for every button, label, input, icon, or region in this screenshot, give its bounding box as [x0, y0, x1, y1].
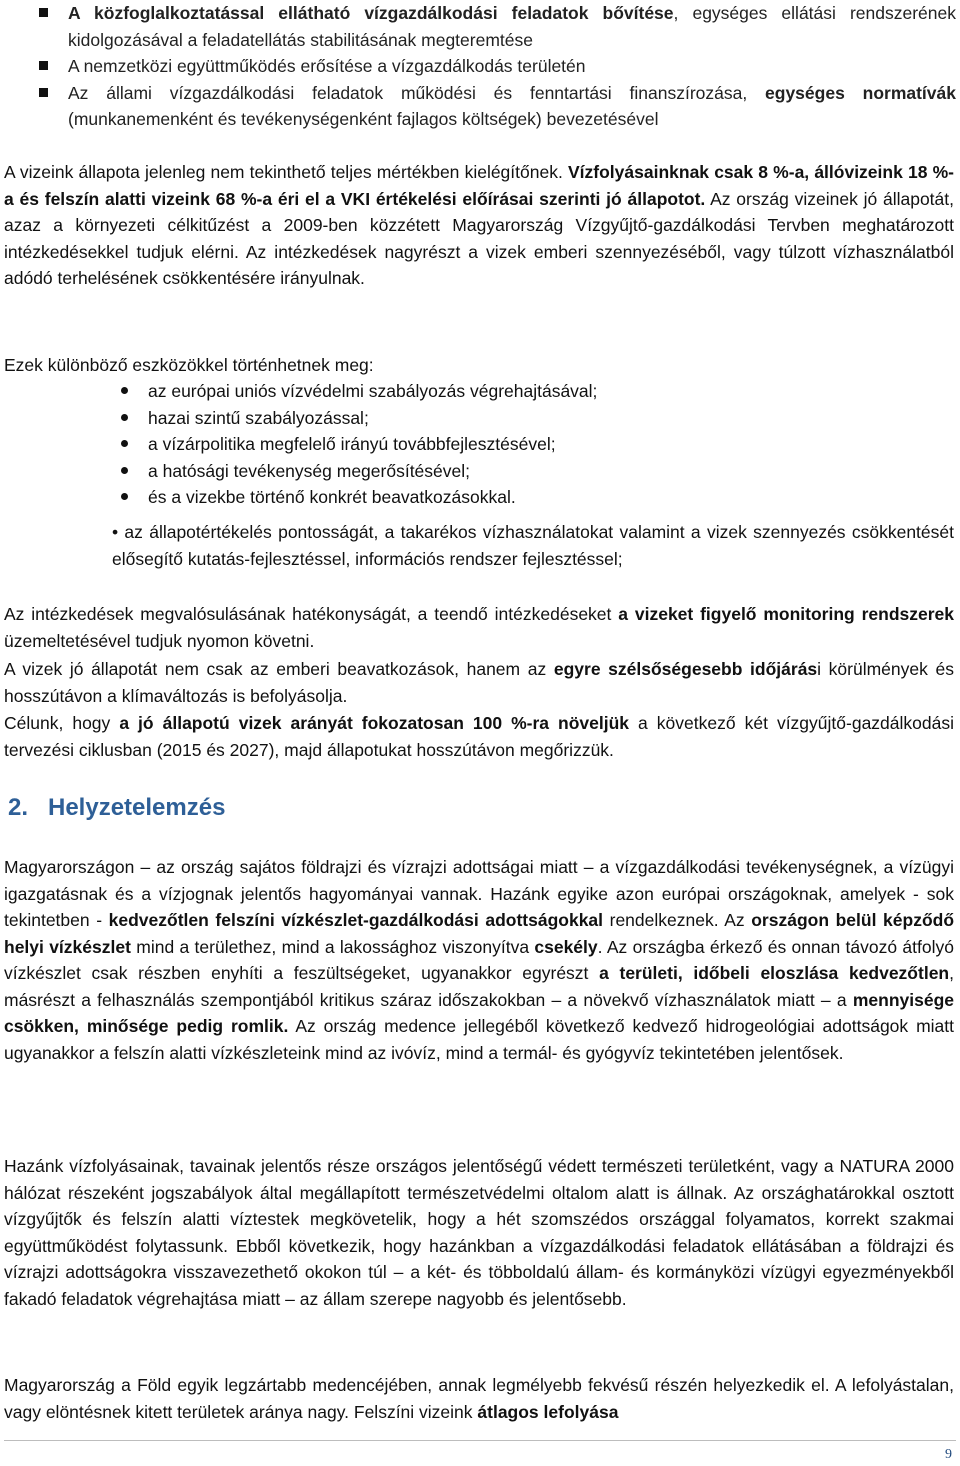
paragraph-basin — [4, 1372, 954, 1425]
bold-run: mennyisége csökken, minősége pedig romlik. — [4, 989, 954, 1036]
text-run: Magyarországon – az ország sajátos földrajzi és vízrajzi adottságai miatt – a vízgazdálkodási tevékenységnek, a vízügyi igazgatásnak és a vízjognak jelentős hagyományai vannak. Hazánk egyike azon európai országoknak, amelyek - sok tekintetben - — [4, 857, 954, 930]
tools-intro — [4, 352, 954, 379]
list-item — [4, 458, 954, 485]
round-bullet-icon — [121, 467, 128, 474]
list-item — [4, 80, 956, 133]
section-heading — [8, 794, 225, 822]
list-item-text: és a vizekbe történő konkrét beavatkozásokkal. — [148, 487, 516, 507]
list-item-bold: egységes normatívák — [765, 82, 956, 103]
page-number: 9 — [945, 1447, 952, 1462]
text-run: A vizek jó állapotát nem csak az emberi beavatkozások, hanem az — [4, 659, 554, 679]
tools-intro-text: Ezek különböző eszközökkel történhetnek meg: — [4, 355, 374, 375]
list-item-text: Az állami vízgazdálkodási feladatok működési és fenntartási finanszírozása, — [68, 82, 766, 103]
paragraph-climate — [4, 656, 954, 709]
text-run: , másrészt a felhasználás szempontjából kritikus száraz időszakokban – a növekvő vízhasználatok miatt – a — [4, 963, 954, 1010]
bold-run: országon belül képződő helyi vízkészlet — [4, 910, 955, 957]
list-item — [4, 484, 954, 511]
list-item — [4, 431, 954, 458]
text-run: i körülmények és hosszútávon a klímaváltozás is befolyásolja. — [4, 659, 954, 706]
text-run: a következő két vízgyűjtő-gazdálkodási tervezési ciklusban (2015 és 2027), majd állapotukat hosszútávon megőrizzük. — [4, 713, 954, 760]
list-item — [4, 405, 954, 432]
text-run: Az intézkedések megvalósulásának hatékonyságát, a teendő intézkedéseket — [4, 604, 619, 624]
bold-run: a területi, időbeli eloszlása kedvezőtlen — [599, 963, 950, 983]
list-item — [4, 378, 954, 405]
square-bullet-icon — [39, 61, 48, 70]
text-run: mind a területhez, mind a lakossághoz viszonyítva — [130, 936, 535, 957]
list-item-text: (munkanemenként és tevékenységenként fajlagos költségek) bevezetésével — [68, 109, 659, 129]
list-item-text: , egységes ellátási rendszerének kidolgozásával a feladatellátás stabilitásának megteremtése — [68, 3, 957, 50]
tools-extra-text: • az állapotértékelés pontosságát, a takarékos vízhasználatokat valamint a vizek szennyezés csökkentését elősegítő kutatás-fejlesztéssel, információs rendszer fejlesztéssel; — [112, 522, 954, 569]
bold-run: egyre szélsőségesebb időjárás — [553, 659, 818, 679]
bold-run: átlagos lefolyása — [477, 1401, 619, 1422]
round-bullet-icon — [121, 387, 128, 394]
round-bullet-icon — [121, 414, 128, 421]
text-run: Az ország medence jellegéből következő kedvező hidrogeológiai adottságok miatt ugyanakkor a felszín alatti vízkészleteink mind az ivóvíz, mind a termál- és gyógyvíz tekintetében jelentősek. — [4, 1016, 954, 1063]
section-title: Helyzetelemzés — [48, 794, 226, 821]
list-item-text: a vízárpolitika megfelelő irányú továbbfejlesztésével; — [148, 434, 556, 454]
bold-run: kedvezőtlen felszíni vízkészlet-gazdálkodási adottságokkal — [108, 910, 604, 930]
square-bullet-icon — [39, 8, 48, 17]
list-item-text: A nemzetközi együttműködés erősítése a vízgazdálkodás területén — [68, 56, 586, 76]
list-item-text: a hatósági tevékenység megerősítésével; — [148, 460, 470, 481]
footer-divider — [4, 1440, 956, 1441]
list-item-text: az európai uniós vízvédelmi szabályozás végrehajtásával; — [148, 381, 598, 401]
tools-extra-item — [112, 519, 954, 572]
text-run: üzemeltetésével tudjuk nyomon követni. — [4, 630, 315, 651]
round-bullet-icon — [121, 440, 128, 447]
list-item-text: hazai szintű szabályozással; — [148, 407, 369, 428]
bold-run: Vízfolyásainknak csak 8 %-a, állóvizeink 18 %-a és felszín alatti vizeink 68 %-a éri el a VKI értékelési előírásai szerinti jó állapotot. — [4, 162, 955, 209]
square-bullet-icon — [39, 88, 48, 97]
section-number: 2. — [8, 794, 29, 821]
paragraph-monitoring — [4, 601, 954, 654]
text-run: rendelkeznek. Az — [603, 910, 752, 930]
paragraph-goal — [4, 710, 954, 763]
bold-run: csekély — [534, 936, 598, 957]
paragraph-water-state — [4, 159, 954, 292]
text-run: A vizeink állapota jelenleg nem tekinthető teljes mértékben kielégítőnek. — [4, 162, 568, 182]
paragraph-geography — [4, 854, 954, 1066]
paragraph-natura-text: Hazánk vízfolyásainak, tavainak jelentős része országos jelentőségű védett természeti területként, vagy a NATURA 2000 hálózat részeként jogszabályok által megállapított természetvédelmi oltalom alatt is állnak. Az országhatárokkal osztott vízgyűjtők és felszín alatti víztestek megkövetelik, hogy a hét szomszédos országgal folyamatos, korrekt szakmai együttműködést folytassunk. Ebből következik, hogy hazánkban a vízgazdálkodási feladatok ellátásában a földrajzi és vízrajzi adottságokra visszavezethető okokon túl – a két- és többoldalú állam- és kormányközi vízügyi egyezményekből fakadó feladatok végrehajtása miatt – az állam szerepe nagyobb és jelentősebb. — [4, 1156, 954, 1309]
paragraph-natura — [4, 1153, 954, 1312]
list-item — [4, 53, 956, 80]
text-run: . Az országba érkező és onnan távozó átfolyó vízkészlet csak részben enyhíti a feszültségeket, ugyanakkor egyrészt — [4, 936, 954, 983]
round-bullet-icon — [121, 493, 128, 500]
tools-list — [4, 378, 954, 511]
bold-run: a jó állapotú vizek arányát fokozatosan 100 %-ra növeljük — [119, 713, 630, 733]
bold-run: a vizeket figyelő monitoring rendszerek — [618, 604, 955, 624]
text-run: Magyarország a Föld egyik legzártabb medencéjében, annak legmélyebb fekvésű részén helyezkedik el. A lefolyástalan, vagy elöntésnek kitett területek aránya nagy. Felszíni vizeink — [4, 1375, 954, 1422]
text-run: Célunk, hogy — [4, 713, 120, 733]
text-run: Az ország vizeinek jó állapotát, azaz a környezeti célkitűzést a 2009-ben közzétett Magyarország Vízgyűjtő-gazdálkodási Tervben meghatározott intézkedésekkel tudjuk elérni. Az intézkedések nagyrészt a vizek emberi szennyezéséből, vagy túlzott vízhasználatból adódó terhelésének csökkentésére irányulnak. — [4, 188, 955, 288]
list-item — [4, 0, 956, 53]
objectives-list — [4, 0, 956, 133]
list-item-bold: A közfoglalkoztatással ellátható vízgazdálkodási feladatok bővítése — [68, 3, 674, 23]
